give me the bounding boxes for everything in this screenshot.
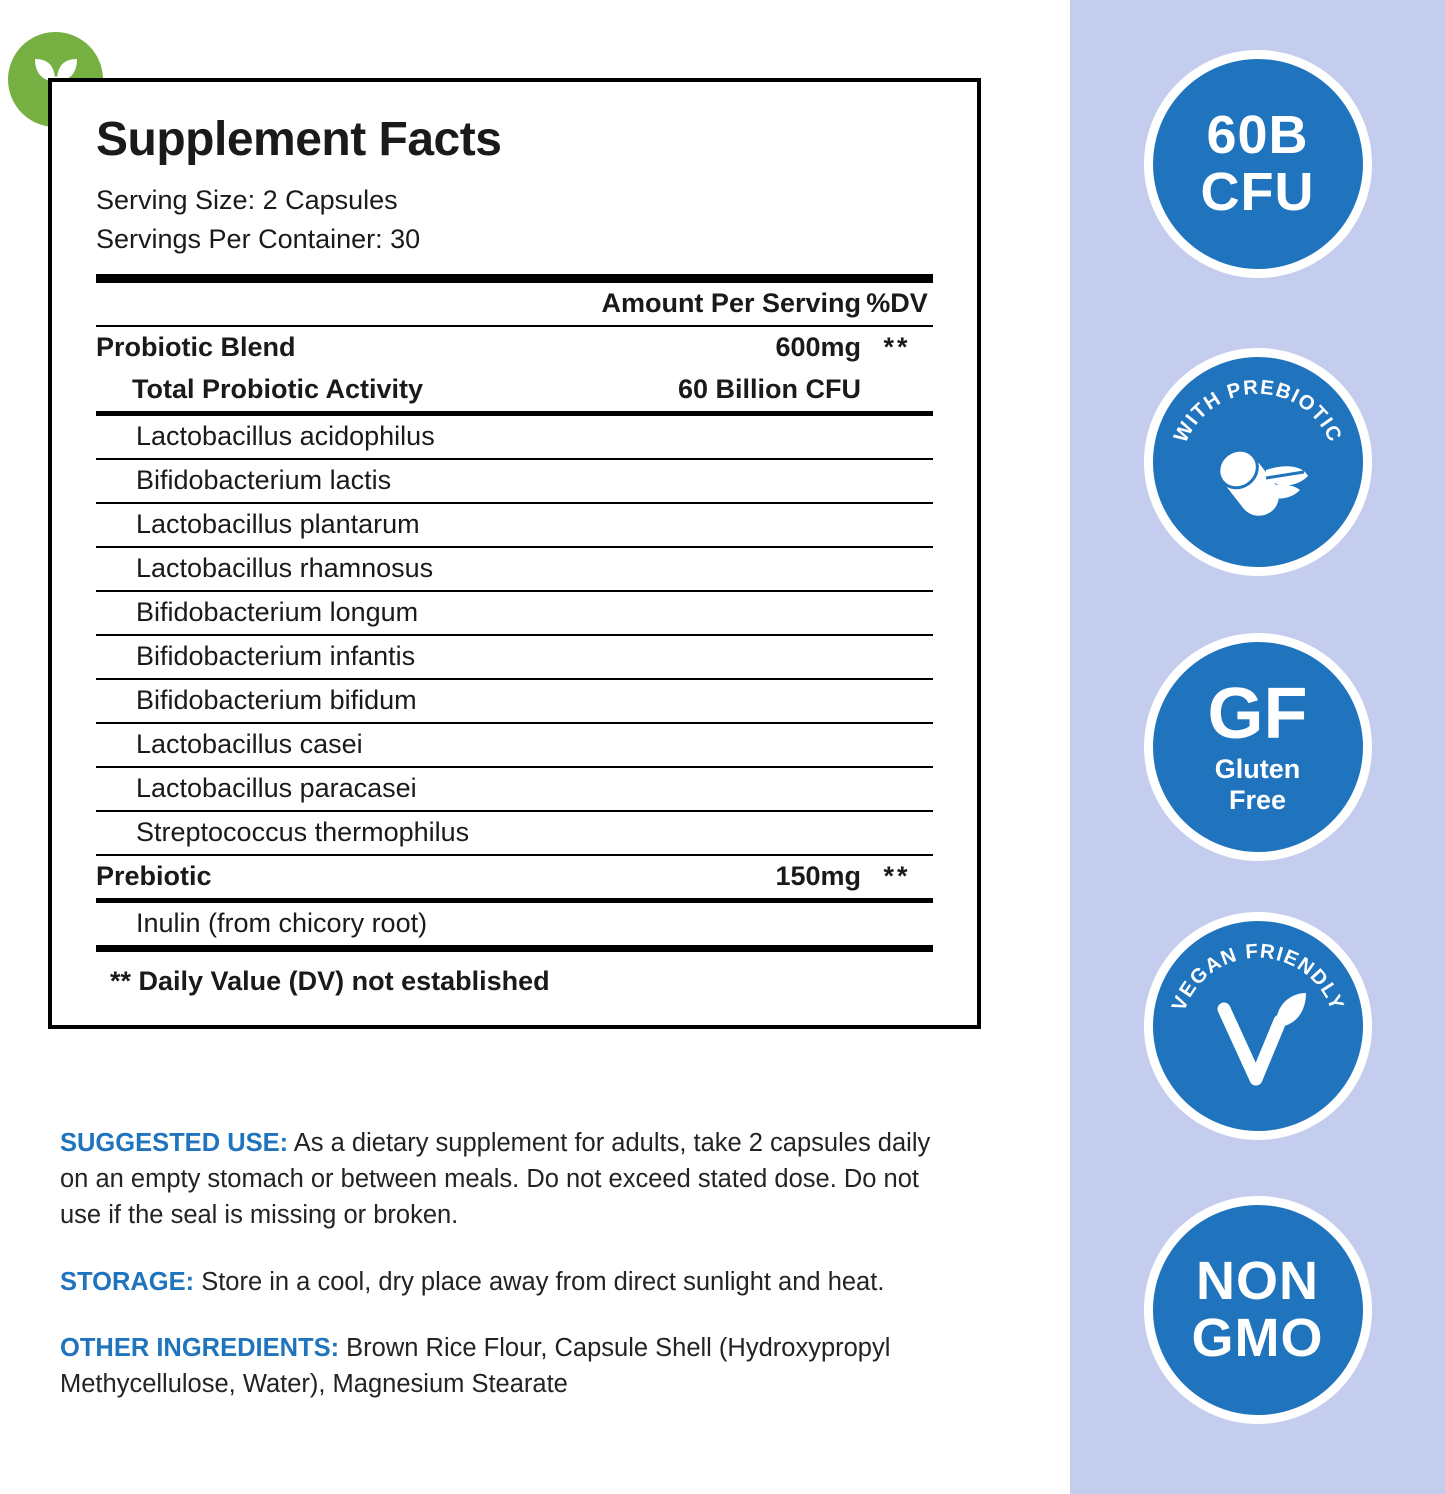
total-probiotic-activity-label: Total Probiotic Activity — [132, 373, 424, 404]
total-probiotic-activity-dv — [861, 369, 933, 411]
storage-label: STORAGE: — [60, 1267, 195, 1296]
badge-gf-line1: Gluten — [1214, 753, 1301, 784]
strain-list-table — [96, 416, 933, 856]
table-row — [96, 416, 933, 459]
header-percent-dv: %DV — [861, 283, 933, 326]
badge-gf-line2: Free — [1228, 785, 1287, 815]
other-ingredients-text: Brown Rice Flour, Capsule Shell (Hydroxypropyl Methycellulose, Water), Magnesium Stearate — [60, 1333, 891, 1399]
suggested-use-paragraph — [60, 1125, 960, 1234]
other-ingredients-paragraph — [60, 1330, 960, 1402]
divider-thick-top — [96, 274, 933, 283]
vegan-leaf-v-icon — [1202, 991, 1314, 1091]
badge-60b-cfu — [1144, 50, 1372, 278]
badge-cfu-line1: 60B — [1206, 104, 1309, 165]
table-row — [96, 811, 933, 855]
prebiotic-table — [96, 856, 933, 898]
strain-name: Lactobacillus rhamnosus — [96, 547, 933, 591]
facts-table — [96, 283, 933, 411]
table-row — [96, 326, 933, 369]
capsule-leaf-icon — [1204, 432, 1312, 518]
total-probiotic-activity-amount: 60 Billion CFU — [677, 373, 861, 404]
table-row — [96, 547, 933, 591]
table-row — [96, 856, 933, 898]
badge-vegan-friendly — [1144, 912, 1372, 1140]
strain-name: Lactobacillus casei — [96, 723, 933, 767]
probiotic-blend-name: Probiotic Blend — [96, 331, 296, 362]
table-row — [96, 635, 933, 679]
strain-name: Bifidobacterium infantis — [96, 635, 933, 679]
badge-gluten-free — [1144, 633, 1372, 861]
probiotic-blend-amount: 600mg — [775, 331, 861, 362]
badge-non-gmo — [1144, 1196, 1372, 1424]
badge-arc-label: VEGAN FRIENDLY — [1167, 940, 1348, 1015]
table-row — [96, 679, 933, 723]
badge-rail — [1070, 0, 1445, 1494]
strain-name: Bifidobacterium longum — [96, 591, 933, 635]
prebiotic-name: Prebiotic — [96, 860, 212, 891]
supplement-facts-panel — [48, 78, 981, 1029]
table-header-row — [96, 283, 933, 326]
prebiotic-amount: 150mg — [775, 860, 861, 891]
strain-name: Lactobacillus acidophilus — [96, 416, 933, 459]
strain-name: Lactobacillus plantarum — [96, 503, 933, 547]
badge-cfu-line2: CFU — [1200, 162, 1315, 222]
serving-size: Serving Size: 2 Capsules — [96, 185, 398, 215]
strain-name: Bifidobacterium lactis — [96, 459, 933, 503]
table-row — [96, 459, 933, 503]
table-row — [96, 767, 933, 811]
prebiotic-items-table — [96, 903, 933, 947]
badge-gf-abbrev: GF — [1207, 673, 1308, 754]
prebiotic-dv: ** — [883, 860, 911, 891]
strain-name: Bifidobacterium bifidum — [96, 679, 933, 723]
strain-name: Lactobacillus paracasei — [96, 767, 933, 811]
page-title: Supplement Facts — [96, 113, 502, 166]
table-row — [96, 369, 933, 411]
label-copy — [60, 1125, 960, 1402]
storage-paragraph — [60, 1264, 960, 1300]
header-spacer — [96, 283, 571, 326]
servings-per-container: Servings Per Container: 30 — [96, 224, 421, 255]
suggested-use-label: SUGGESTED USE: — [60, 1129, 289, 1157]
prebiotic-item-name: Inulin (from chicory root) — [96, 903, 933, 946]
badge-nongmo-line2: GMO — [1191, 1308, 1324, 1368]
badge-nongmo-line1: NON — [1196, 1250, 1319, 1311]
strain-name: Streptococcus thermophilus — [96, 811, 933, 855]
badge-with-prebiotic — [1144, 348, 1372, 576]
table-row — [96, 723, 933, 767]
probiotic-blend-dv: ** — [883, 331, 911, 362]
table-row — [96, 503, 933, 547]
storage-text: Store in a cool, dry place away from direct sunlight and heat. — [194, 1267, 885, 1296]
table-row — [96, 591, 933, 635]
suggested-use-text: As a dietary supplement for adults, take 2 capsules daily on an empty stomach or between meals. Do not exceed stated dose. Do not use if the seal is missing or broken. — [60, 1129, 931, 1230]
table-row — [96, 903, 933, 946]
header-amount-per-serving: Amount Per Serving — [571, 283, 861, 326]
badge-arc-label: WITH PREBIOTIC — [1169, 376, 1346, 447]
daily-value-footnote: ** Daily Value (DV) not established — [110, 965, 550, 996]
other-ingredients-label: OTHER INGREDIENTS: — [60, 1333, 340, 1362]
